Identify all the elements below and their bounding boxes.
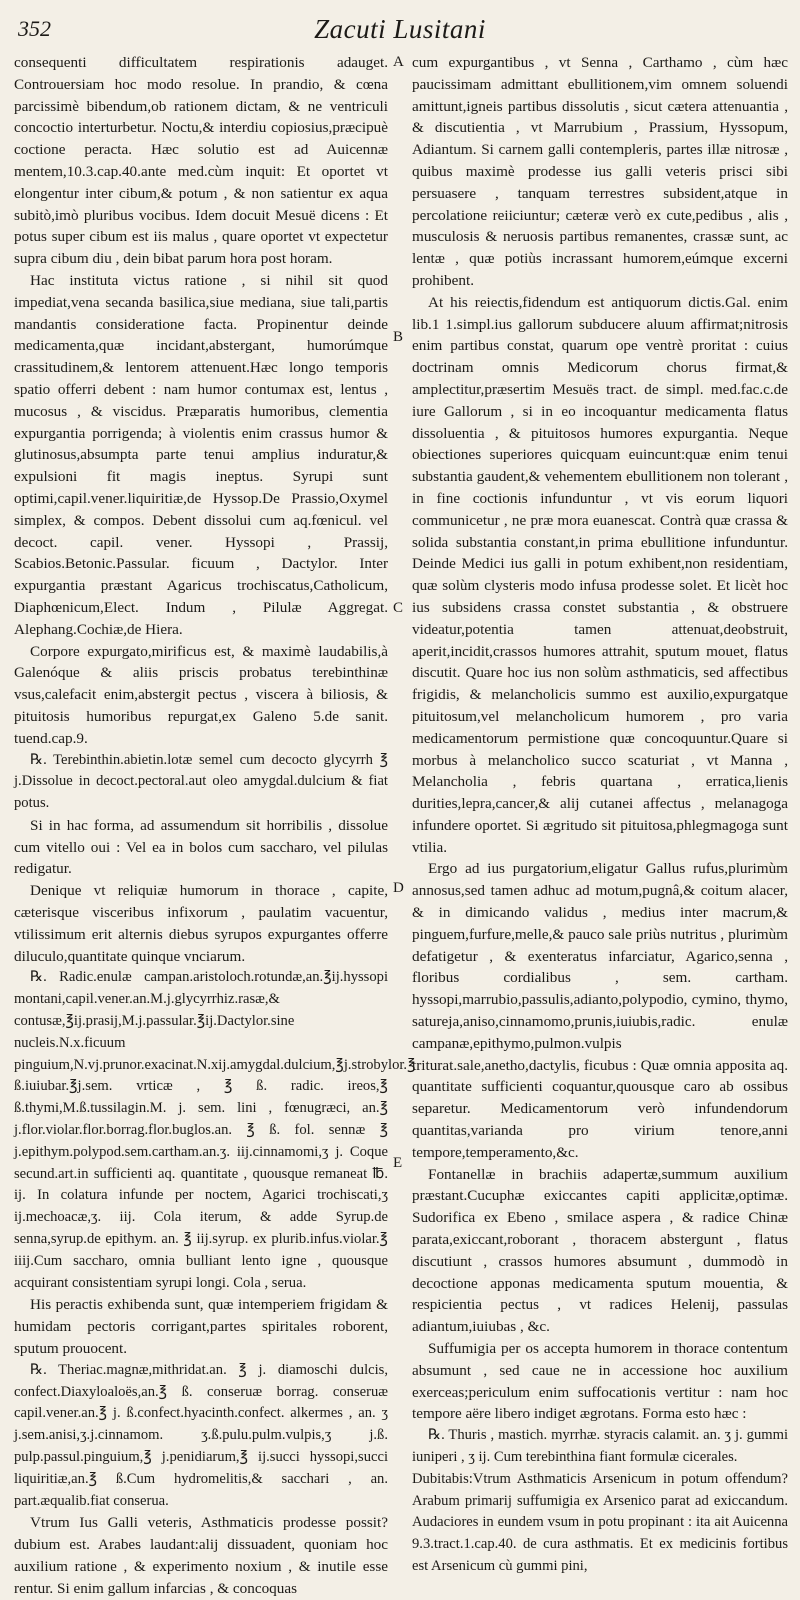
margin-letter-a: A xyxy=(393,54,404,70)
page-number: 352 xyxy=(18,16,51,41)
paragraph: Hac instituta victus ratione , si nihil sit quod impediat,vena secanda basilica,siue mediana, siue tali,partis mandantis consideratione facta. Propinentur deinde medicamenta,quæ incidant,abstergant, humorúmque crassitudinem,& lentorem attenuent.Hæc longo temporis spatio offerri debent : nam humor contumax est, lentus , mucosus , & viscidus. Præparatis humoribus, clementia expurgantia porrigenda; à violentis enim crassus humor & glutinosus,absumpta parte tenui amplius induratur,& expulsioni fit magis ineptus. Syrupi sunt optimi,capil.vener.liquiritiæ,de Hyssop.De Prassio,Oxymel simplex, & compos. Debent dissolui cum aq.fœnicul. vel decoct. capil. vener. Hyssopi , Prassij, Scabios.Betonic.Passular. ficuum , Dactylor. Inter expurgantia præstant Agaricus trochiscatus,Catholicum, Diaphœnicum,Elect. Indum , Pilulæ Aggregat. Alephang.Cochiæ,de Hiera. xyxy=(14,271,388,638)
margin-letter-e: E xyxy=(393,1155,403,1171)
paragraph: consequenti difficultatem respirationis adauget. Controuersiam hoc modo resolue. In prandio, & cœna parcissimè bibendum,ob rationem dictam, & ne ventriculi concoctio interturbetur. Noctu,& interdiu copiosius,præcipuè coctione peracta. Hæc solutio est ad Auicennæ mentem,10.3.cap.40.ante med.cùm inquit: Et oportet vt elongentur inter cibum,& potum , & non satientur ex aqua subitò,imò pluribus vocibus. Idem docuit Mesuë dicens : Et potus super cibum est iis malus , quare oportet vt expectetur supra cibum diu , dein bibat parum hora post horam. xyxy=(14,54,388,268)
paragraph: His peractis exhibenda sunt, quæ intemperiem frigidam & humidam pectoris corrigant,partes spiritales roborent, sputum prouocent. xyxy=(14,1296,388,1358)
recipe-paragraph: ℞. Terebinthin.abietin.lotæ semel cum decocto glycyrrh ℥ j.Dissolue in decoct.pectoral.aut oleo amygdal.dulcium & fiat potus. xyxy=(14,751,388,812)
paragraph: cum expurgantibus , vt Senna , Carthamo , cùm hæc paucissimam admittant ebullitionem,vim omnem soluendi amittunt,igneis partibus dissolutis , sicut cætera attenuantia , & discutientia , vt Marrubium , Prassium, Hyssopum, Adiantum. Si carnem galli contempleris, partes illæ nitrosæ , quibus maximè prodesse ius galli veteris prisci sibi persuasere , tanquam terrestres subsident,atque in percolatione reiiciuntur; cæteræ verò ex cute,pedibus , alis , musculosis & neruosis partibus remanentes, crassæ sunt, ac lentæ , quæ potiùs incrassant humorem,eúmque excerni prohibent. xyxy=(412,54,788,289)
paragraph: Ergo ad ius purgatorium,eligatur Gallus rufus,plurimùm annosus,sed tamen adhuc ad motum,pugnâ,& coitum alacer, & in dimicando validus , medius inter macrum,& pinguem,furfure,melle,& pauco sale priùs nutritus , plurimùm defatigetur , & exenteratus infarciatur, Agarico,senna , floribus cordialibus , sem. cartham. hyssopi,marrubio,passulis,adianto,polypodio, cymino, thymo, satureja,aniso,cinnamomo,prunis,iuiubis,radic. enulæ campanæ,epithymo,pulmon.vulpis triturat.sale,anetho,dactylis, ficubus : Quæ omnia apposita aq. quantitate sufficienti coquantur,quousque caro ab ossibus separetur. Medicamentorum verò infundendorum quantitas,varianda pro virium tenore,anni tempore,temperamento,&c. xyxy=(412,860,788,1161)
running-head: Zacuti Lusitani xyxy=(314,14,486,44)
paragraph: Corpore expurgato,mirificus est, & maximè laudabilis,à Galenóque & aliis priscis probatus terebinthinæ vsus,calefacit enim,abstergit pectus , viscera à biliosis, & pituitosis humoribus repurgat,ex Galeno 5.de sanit. tuend.cap.9. xyxy=(14,642,388,747)
margin-letter-d: D xyxy=(393,880,404,896)
paragraph: Suffumigia per os accepta humorem in thorace contentum absumunt , sed caue ne in accessione hoc auxilium exerceas;periculum enim suffocationis vertitur : nam hoc tempore aëre libero indiget ægrotans. Forma esto hæc : xyxy=(412,1340,788,1423)
right-column xyxy=(412,52,788,1578)
paragraph: Dubitabis:Vtrum Asthmaticis Arsenicum in potum offendum? Arabum primarij suffumigia ex Arsenico parat ad exiccandum. Audaciores in eundem vsum in potu propinant : ita ait Auicenna 9.3.tract.1.cap.40. de cura asthmatis. Et ex medicinis fortibus est Arsenicum cù gummi pini, xyxy=(412,1470,788,1574)
left-column xyxy=(14,52,416,1600)
paragraph: Vtrum Ius Galli veteris, Asthmaticis prodesse possit? dubium est. Arabes laudant:alij dissuadent, quoniam hoc auxilium ratione , & experimento noxium , & inutile esse rentur. Si enim gallum infarcias , & concoquas xyxy=(14,1514,388,1597)
recipe-paragraph: ℞. Thuris , mastich. myrrhæ. styracis calamit. an. ʒ j. gummi iuniperi , ʒ ij. Cum terebinthina fiant formulæ cicerales. xyxy=(412,1427,788,1465)
recipe-paragraph: ℞. Radic.enulæ campan.aristoloch.rotundæ,an.℥ij.hyssopi montani,capil.vener.an.M.j.glycyrrhiz.rasæ,& contusæ,℥ij.prasij,M.j.passular.℥ij.Dactylor.sine nucleis.N.x.ficuum pinguium,N.vj.prunor.exacinat.N.xij.amygdal.dulcium,℥j.strobylor.℥ ß.iuiubar.℥j.sem. vrticæ , ℥ ß. radic. ireos,℥ ß.thymi,M.ß.tussilagin.M. j. sem. lini , fœnugræci, an.℥ j.flor.violar.flor.borrag.flor.buglos.an. ℥ ß. fol. sennæ ℥ j.epithym.polypod.sem.cartham.an.ʒ. iij.cinnamomi,ʒ j. Coque secund.art.in sufficienti aq. quantitate , quousque remaneat ℔. ij. In colatura infunde per noctem, Agarici trochiscati,ʒ ij.mechoacæ,ʒ. iij. Cola iterum, & adde Syrup.de senna,syrup.de epithym. an. ℥ iij.syrup. ex plurib.infus.violar.℥ iiij.Cum saccharo, omnia bulliant lento igne , quousque acquirant consistentiam syrupi longi. Cola , serua. xyxy=(14,969,416,1291)
recipe-paragraph: ℞. Theriac.magnæ,mithridat.an. ℥ j. diamoschi dulcis, confect.Diaxyloaloës,an.℥ ß. conseruæ borrag. conseruæ capil.vener.an.℥ j. ß.confect.hyacinth.confect. alkermes , an. ʒ j.sem.anisi,ʒ.j.cinnamom. ʒ.ß.pulu.pulm.vulpis,ʒ j.ß. pulp.passul.pinguium,℥ j.penidiarum,℥ ij.succi hyssopi,succi liquiritiæ,an.℥ ß.Cum hydromelitis,& sacchari , an. part.æqualib.fiat conserua. xyxy=(14,1361,388,1509)
margin-letter-c: C xyxy=(393,600,404,616)
paragraph: At his reiectis,fidendum est antiquorum dictis.Gal. enim lib.1 1.simpl.ius gallorum subducere aluum affirmat;nitrosis enim partibus constat, quarum ope ventrè proritat : cuius doctrinam omnis Medicorum chorus firmat,& amplectitur,præsertim Mesuës tract. de simpl. med.fac.c.de iure Gallorum , si in eo incoquantur medicamenta flatus dissoluentia , & pituitosos humores expurgantia. Neque obiectiones superiores quicquam euincunt:quæ enim tenui substantia gaudent,& vehementem ebullitionem non tolerant , in fine coctionis infunduntur , vt vis eorum liquori communicetur , ne præ mora euanescat. Contrà quæ crassa & solida substantia constant,in prima ebullitione infunduntur. Deinde Medici ius galli in potum exhibent,non residentiam, quæ solùm clysteris modo infusa prodesse solet. Et licèt hoc ius subsidens crassa constet substantia , & obstruere videatur,potentia tamen attenuat,deobstruit, aperit,incidit,crassos humores attrahit, sputum mouet, flatus discutit. Quare hoc ius non solùm asthmaticis, sed affectibus frigidis, & melancholicis summo est auxilio,expurgatque pituitosum,vel melancholicum humorem , pro varia medicamentorum permistione quæ concoquuntur.Quare si morbus à melancholico succo scaturiat , vt Manna , Melancholia , febris quartana , erratica,lienis durities,lepra,cancer,& alij cutanei affectus , melanagoga infundere oportet. Si ægritudo sit pituitosa,phlegmagoga sunt vtilia. xyxy=(412,293,788,856)
margin-letter-b: B xyxy=(393,329,404,345)
paragraph: Denique vt reliquiæ humorum in thorace , capite, cæterisque visceribus infixorum , paulatim vacuentur, vtilissimum erit alternis diebus syrupos expurgantes offerre diluculo,quantitate quinque vnciarum. xyxy=(14,882,388,965)
paragraph: Fontanellæ in brachiis adapertæ,summum auxilium præstant.Cucuphæ exiccantes capiti applicitæ,optimæ. Sudorifica ex Ebeno , smilace aspera , & radice Chinæ parata,exiccant,roborant , thoracem abstergunt , flatus discutiunt , crassos humores absumunt , dummodò in decoctione apponas medicamenta sputum mouentia, & respicientia pectus , vt radices Helenij, passulas adiantum,iuiubas , &c. xyxy=(412,1165,788,1336)
page-header xyxy=(18,14,782,50)
paragraph: Si in hac forma, ad assumendum sit horribilis , dissolue cum vitello oui : Vel ea in bolos cum saccharo, vel pilulas redigatur. xyxy=(14,816,388,878)
